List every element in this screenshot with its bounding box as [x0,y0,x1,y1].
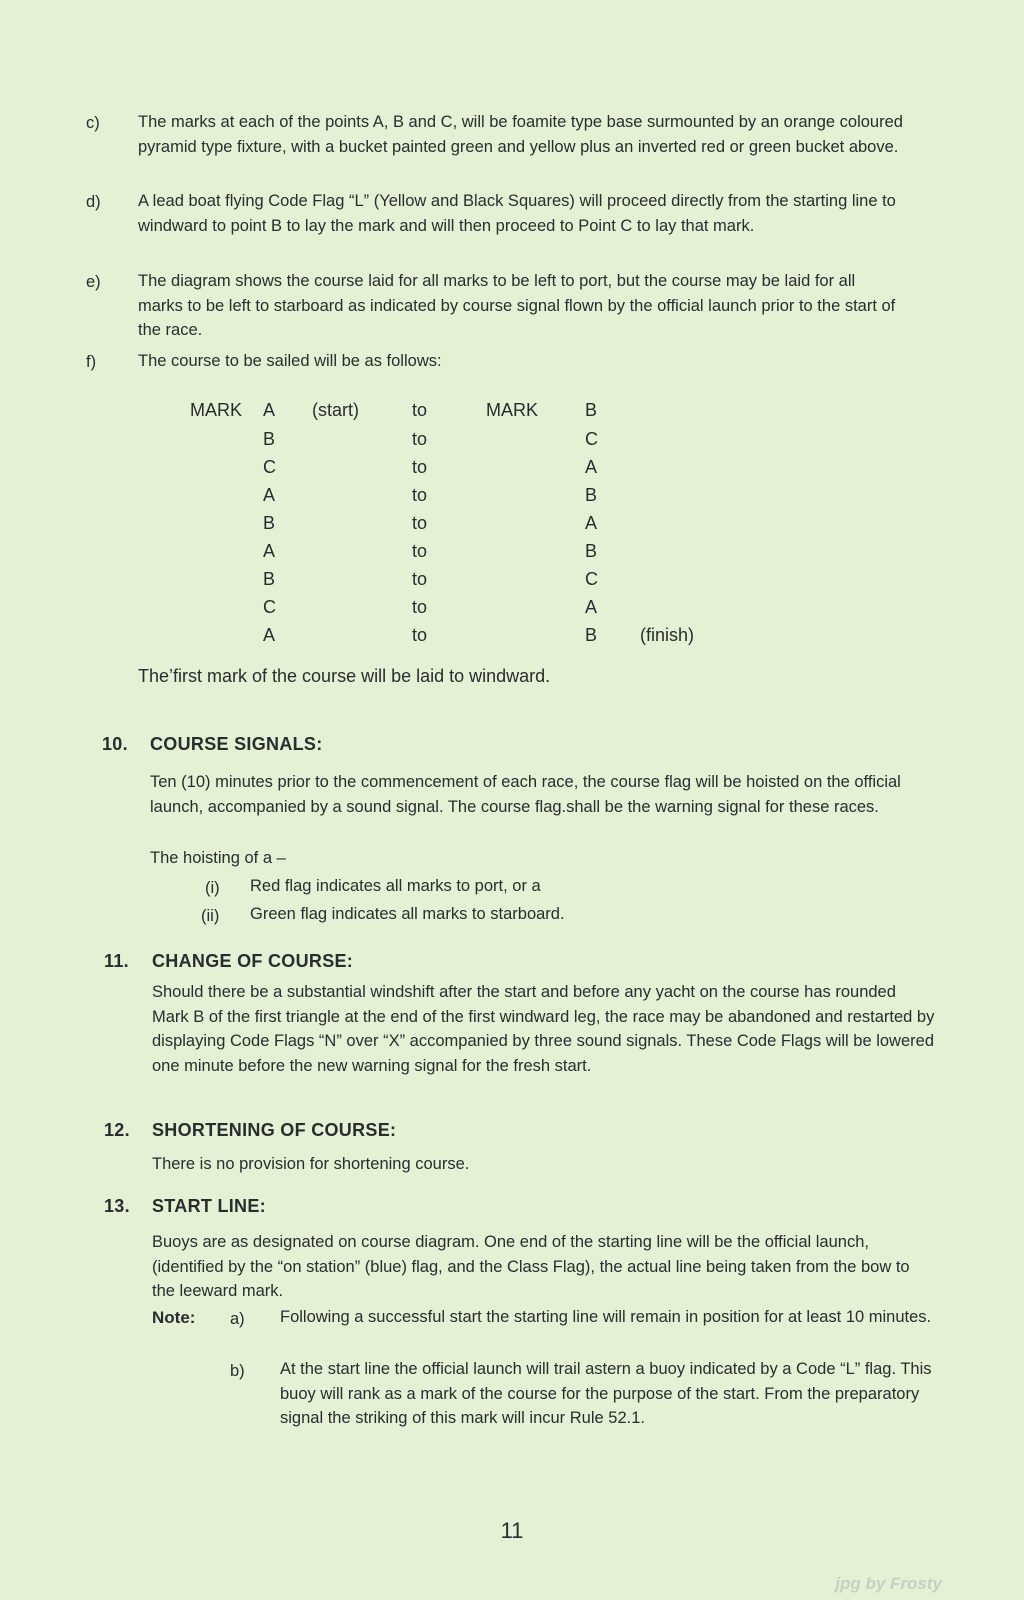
course-to-word: to [412,597,428,617]
course-from: C [263,597,276,617]
note-label: Note: [152,1308,196,1327]
course-from: A [263,541,276,561]
course-to-word: to [412,569,428,589]
finish-note: (finish) [640,625,695,645]
course-to: C [585,569,598,589]
course-to-word: to [412,541,428,561]
section-11-number: 11. [104,951,129,971]
section-10-option-label: (i) [205,879,220,897]
item-c-text: The marks at each of the points A, B and C, will be foamite type base surmounted by an orange coloured pyramid type fixture, with a bucket painted green and yellow plus an inverted red or green bucket above. [138,113,903,156]
course-to: B [585,485,598,505]
course-to-word: to [412,400,428,420]
course-to: A [585,597,598,617]
course-to: A [585,513,598,533]
mark-label-to: MARK [486,400,539,420]
section-12-para: There is no provision for shortening course. [152,1155,470,1173]
item-e-text: The diagram shows the course laid for all marks to be left to port, but the course may be laid for all marks to be left to starboard as indicated by course signal flown by the official launch prior to the start of the race. [138,272,896,339]
note-a-label: a) [230,1310,245,1328]
section-10-title: COURSE SIGNALS: [150,734,323,754]
start-note: (start) [312,400,359,420]
course-to: B [585,400,598,420]
watermark: jpg by Frosty [835,1574,942,1593]
course-from: B [263,429,276,449]
section-10-option-text: Green flag indicates all marks to starboard. [250,905,565,923]
item-e-label: e) [86,273,101,291]
section-12-title: SHORTENING OF COURSE: [152,1120,397,1140]
section-11-para: Should there be a substantial windshift after the start and before any yacht on the course has rounded Mark B of the first triangle at the end of the first windward leg, the race may be abandoned and restarted by displaying Code Flags “N” over “X” accompanied by three sound signals. These Code Flags will be lowered one minute before the new warning signal for the fresh start. [152,983,935,1075]
section-10-option-text: Red flag indicates all marks to port, or a [250,877,541,895]
section-13-number: 13. [104,1196,130,1216]
section-10-para: Ten (10) minutes prior to the commencement of each race, the course flag will be hoisted on the official launch, accompanied by a sound signal. The course flag.shall be the warning signal for these races. [150,773,901,816]
course-to: C [585,429,598,449]
course-to: A [585,457,598,477]
section-11-title: CHANGE OF COURSE: [152,951,354,971]
course-to: B [585,625,598,645]
note-a-text: Following a successful start the starting line will remain in position for at least 10 minutes. [280,1308,932,1326]
section-12-number: 12. [104,1120,130,1140]
item-f-text: The course to be sailed will be as follows: [138,352,442,370]
course-to-word: to [412,429,428,449]
course-from: A [263,485,276,505]
note-b-text: At the start line the official launch will trail astern a buoy indicated by a Code “L” flag. This buoy will rank as a mark of the course for the purpose of the start. From the preparatory signal the striking of this mark will incur Rule 52.1. [280,1360,932,1427]
section-13-para: Buoys are as designated on course diagram. One end of the starting line will be the official launch, (identified by the “on station” (blue) flag, and the Class Flag), the actual line being taken from the bow to the leeward mark. [152,1233,910,1300]
course-note: The’first mark of the course will be laid to windward. [138,666,551,686]
page-number: 11 [500,1518,524,1543]
note-b-label: b) [230,1362,245,1380]
course-to-word: to [412,485,428,505]
item-d-label: d) [86,193,101,211]
course-to: B [585,541,598,561]
course-to-word: to [412,625,428,645]
course-from: B [263,513,276,533]
course-to-word: to [412,457,428,477]
item-c-label: c) [86,114,100,132]
section-10-number: 10. [102,734,128,754]
course-from: B [263,569,276,589]
item-d-text: A lead boat flying Code Flag “L” (Yellow and Black Squares) will proceed directly from the starting line to windward to point B to lay the mark and will then proceed to Point C to lay that mark. [138,192,896,235]
course-to-word: to [412,513,428,533]
course-from: A [263,400,276,420]
section-10-option-label: (ii) [201,907,220,925]
item-f-label: f) [86,353,97,371]
section-10-lead: The hoisting of a – [150,849,286,867]
course-from: A [263,625,276,645]
section-13-title: START LINE: [152,1196,266,1216]
course-from: C [263,457,276,477]
mark-label-from: MARK [190,400,243,420]
